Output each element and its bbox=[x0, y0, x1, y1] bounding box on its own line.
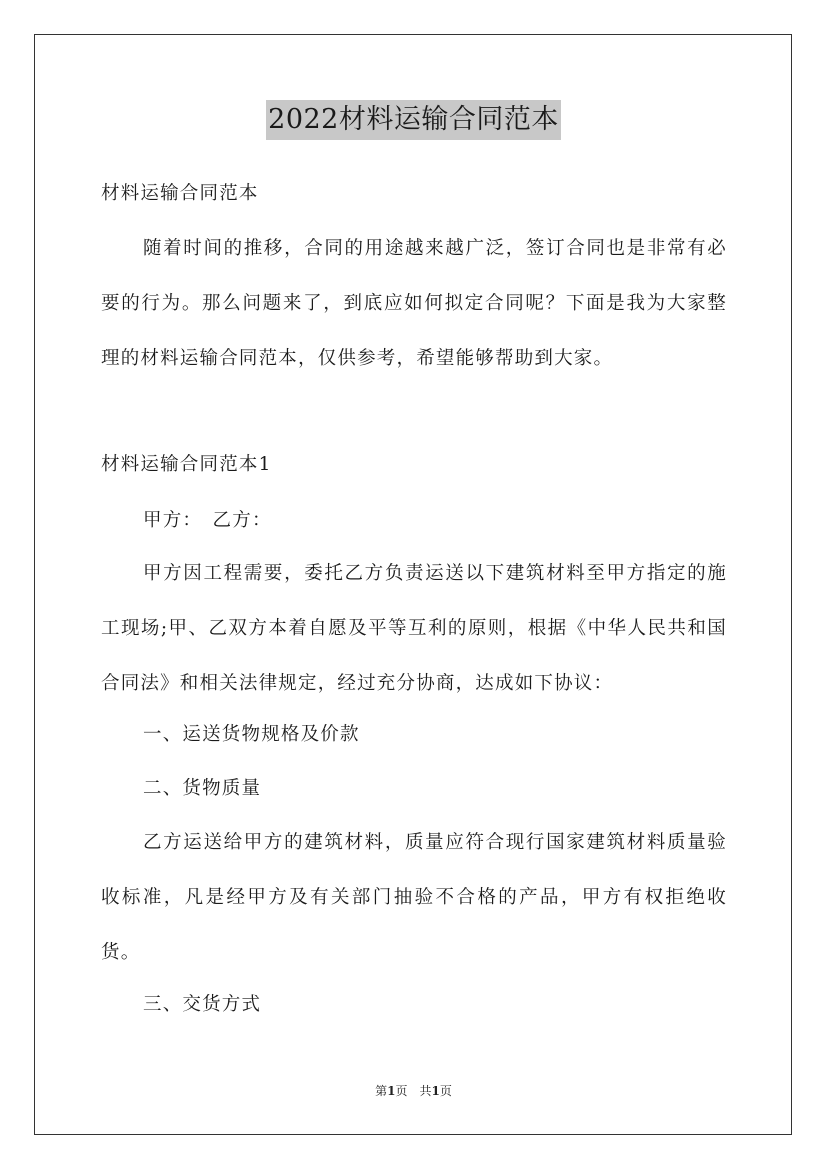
footer-suffix: 页 bbox=[439, 1084, 452, 1098]
quality-paragraph: 乙方运送给甲方的建筑材料，质量应符合现行国家建筑材料质量验收标准，凡是经甲方及有关部门抽验不合格的产品，甲方有权拒绝收货。 bbox=[101, 832, 727, 963]
footer-mid: 页 共 bbox=[395, 1084, 432, 1098]
heading-contract-name: 材料运输合同范本 bbox=[101, 183, 259, 204]
title-container bbox=[0, 100, 827, 140]
page-footer bbox=[0, 1083, 827, 1099]
document-title: 2022材料运输合同范本 bbox=[266, 100, 561, 140]
preamble-paragraph: 甲方因工程需要，委托乙方负责运送以下建筑材料至甲方指定的施工现场;甲、乙双方本着自愿及平等互利的原则，根据《中华人民共和国合同法》和相关法律规定，经过充分协商，达成如下协议： bbox=[101, 563, 727, 694]
parties-line: 甲方： 乙方： bbox=[143, 510, 272, 531]
footer-page-total: 1 bbox=[431, 1084, 440, 1098]
section-heading-1: 一、运送货物规格及价款 bbox=[143, 724, 360, 745]
section-heading-3: 三、交货方式 bbox=[143, 994, 262, 1015]
heading-contract-1: 材料运输合同范本1 bbox=[101, 454, 272, 475]
section-heading-2: 二、货物质量 bbox=[143, 778, 262, 799]
footer-page-current: 1 bbox=[387, 1084, 396, 1098]
intro-paragraph: 随着时间的推移，合同的用途越来越广泛，签订合同也是非常有必要的行为。那么问题来了，到底应如何拟定合同呢？下面是我为大家整理的材料运输合同范本，仅供参考，希望能够帮助到大家。 bbox=[101, 238, 727, 369]
footer-prefix: 第 bbox=[375, 1084, 388, 1098]
